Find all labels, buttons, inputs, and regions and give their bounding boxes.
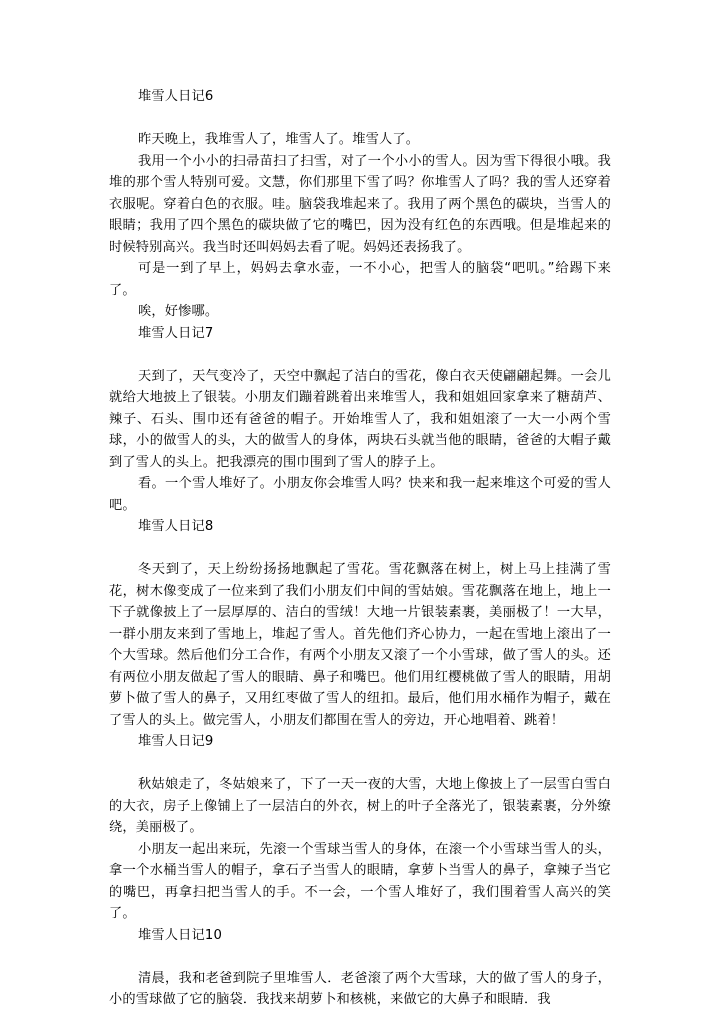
- diary-section-6: [109, 86, 611, 323]
- section-title: 堆雪人日记9: [138, 734, 214, 749]
- paragraph: 秋姑娘走了，冬姑娘来了，下了一天一夜的大雪，大地上像披上了一层雪白雪白的大衣，房子上像铺上了一层洁白的外衣，树上的叶子全落光了，银装素裹，分外缭绕，美丽极了。: [109, 777, 611, 835]
- section-title: 堆雪人日记10: [138, 927, 223, 943]
- document-body: [109, 86, 611, 1011]
- blank-line: [109, 753, 611, 775]
- section-title: 堆雪人日记8: [138, 519, 214, 534]
- diary-section-10: [109, 925, 611, 1011]
- section-title: 堆雪人日记7: [138, 325, 214, 341]
- diary-section-8: [109, 516, 611, 731]
- paragraph: 清晨，我和老爸到院子里堆雪人．老爸滚了两个大雪球，大的做了雪人的身子，小的雪球做了它的脑袋．我找来胡萝卜和核桃，来做它的大鼻子和眼睛．我: [109, 970, 611, 1007]
- diary-section-9: [109, 731, 611, 925]
- paragraph: 看。一个雪人堆好了。小朋友你会堆雪人吗？快来和我一起来堆这个可爱的雪人吧。: [109, 476, 611, 513]
- blank-line: [109, 344, 611, 366]
- blank-line: [109, 538, 611, 560]
- blank-line: [109, 946, 611, 968]
- diary-section-7: [109, 323, 611, 517]
- blank-line: [109, 108, 611, 130]
- paragraph: 唉，好惨哪。: [138, 304, 219, 319]
- paragraph: 我用一个小小的扫帚苗扫了扫雪，对了一个小小的雪人。因为雪下得很小哦。我堆的那个雪人特别可爱。文慧，你们那里下雪了吗？你堆雪人了吗？我的雪人还穿着衣服呢。穿着白色的衣服。哇。脑袋我堆起来了。我用了两个黑色的碳块，当雪人的眼睛；我用了四个黑色的碳块做了它的嘴巴，因为没有红色的东西哦。但是堆起来的时候特别高兴。我当时还叫妈妈去看了呢。妈妈还表扬我了。: [109, 153, 611, 255]
- section-title: 堆雪人日记6: [138, 89, 214, 104]
- paragraph: 天到了，天气变冷了，天空中飘起了洁白的雪花，像白衣天使翩翩起舞。一会儿就给大地披上了银装。小朋友们蹦着跳着出来堆雪人，我和姐姐回家拿来了糖葫芦、辣子、石头、围巾还有爸爸的帽子。开始堆雪人了，我和姐姐滚了一大一小两个雪球，小的做雪人的头，大的做雪人的身体，两块石头就当他的眼睛，爸爸的大帽子戴到了雪人的头上。把我漂亮的围巾围到了雪人的脖子上。: [109, 368, 611, 470]
- paragraph: 小朋友一起出来玩，先滚一个雪球当雪人的身体，在滚一个小雪球当雪人的头，拿一个水桶当雪人的帽子，拿石子当雪人的眼睛，拿萝卜当雪人的鼻子，拿辣子当它的嘴巴，再拿扫把当雪人的手。不一会，一个雪人堆好了，我们围着雪人高兴的笑了。: [109, 841, 611, 921]
- paragraph: 可是一到了早上，妈妈去拿水壶，一不小心，把雪人的脑袋“吧叽。”给踢下来了。: [109, 261, 611, 298]
- paragraph: 昨天晚上，我堆雪人了，堆雪人了。堆雪人了。: [138, 132, 420, 147]
- paragraph: 冬天到了，天上纷纷扬扬地飘起了雪花。雪花飘落在树上，树上马上挂满了雪花，树木像变成了一位来到了我们小朋友们中间的雪姑娘。雪花飘落在地上，地上一下子就像披上了一层厚厚的、洁白的雪绒！大地一片银装素裹，美丽极了！一大早，一群小朋友来到了雪地上，堆起了雪人。首先他们齐心协力，一起在雪地上滚出了一个大雪球。然后他们分工合作，有两个小朋友又滚了一个小雪球，做了雪人的头。还有两位小朋友做起了雪人的眼睛、鼻子和嘴巴。他们用红樱桃做了雪人的眼睛，用胡萝卜做了雪人的鼻子，又用红枣做了雪人的纽扣。最后，他们用水桶作为帽子，戴在了雪人的头上。做完雪人，小朋友们都围在雪人的旁边，开心地唱着、跳着！: [109, 562, 611, 728]
